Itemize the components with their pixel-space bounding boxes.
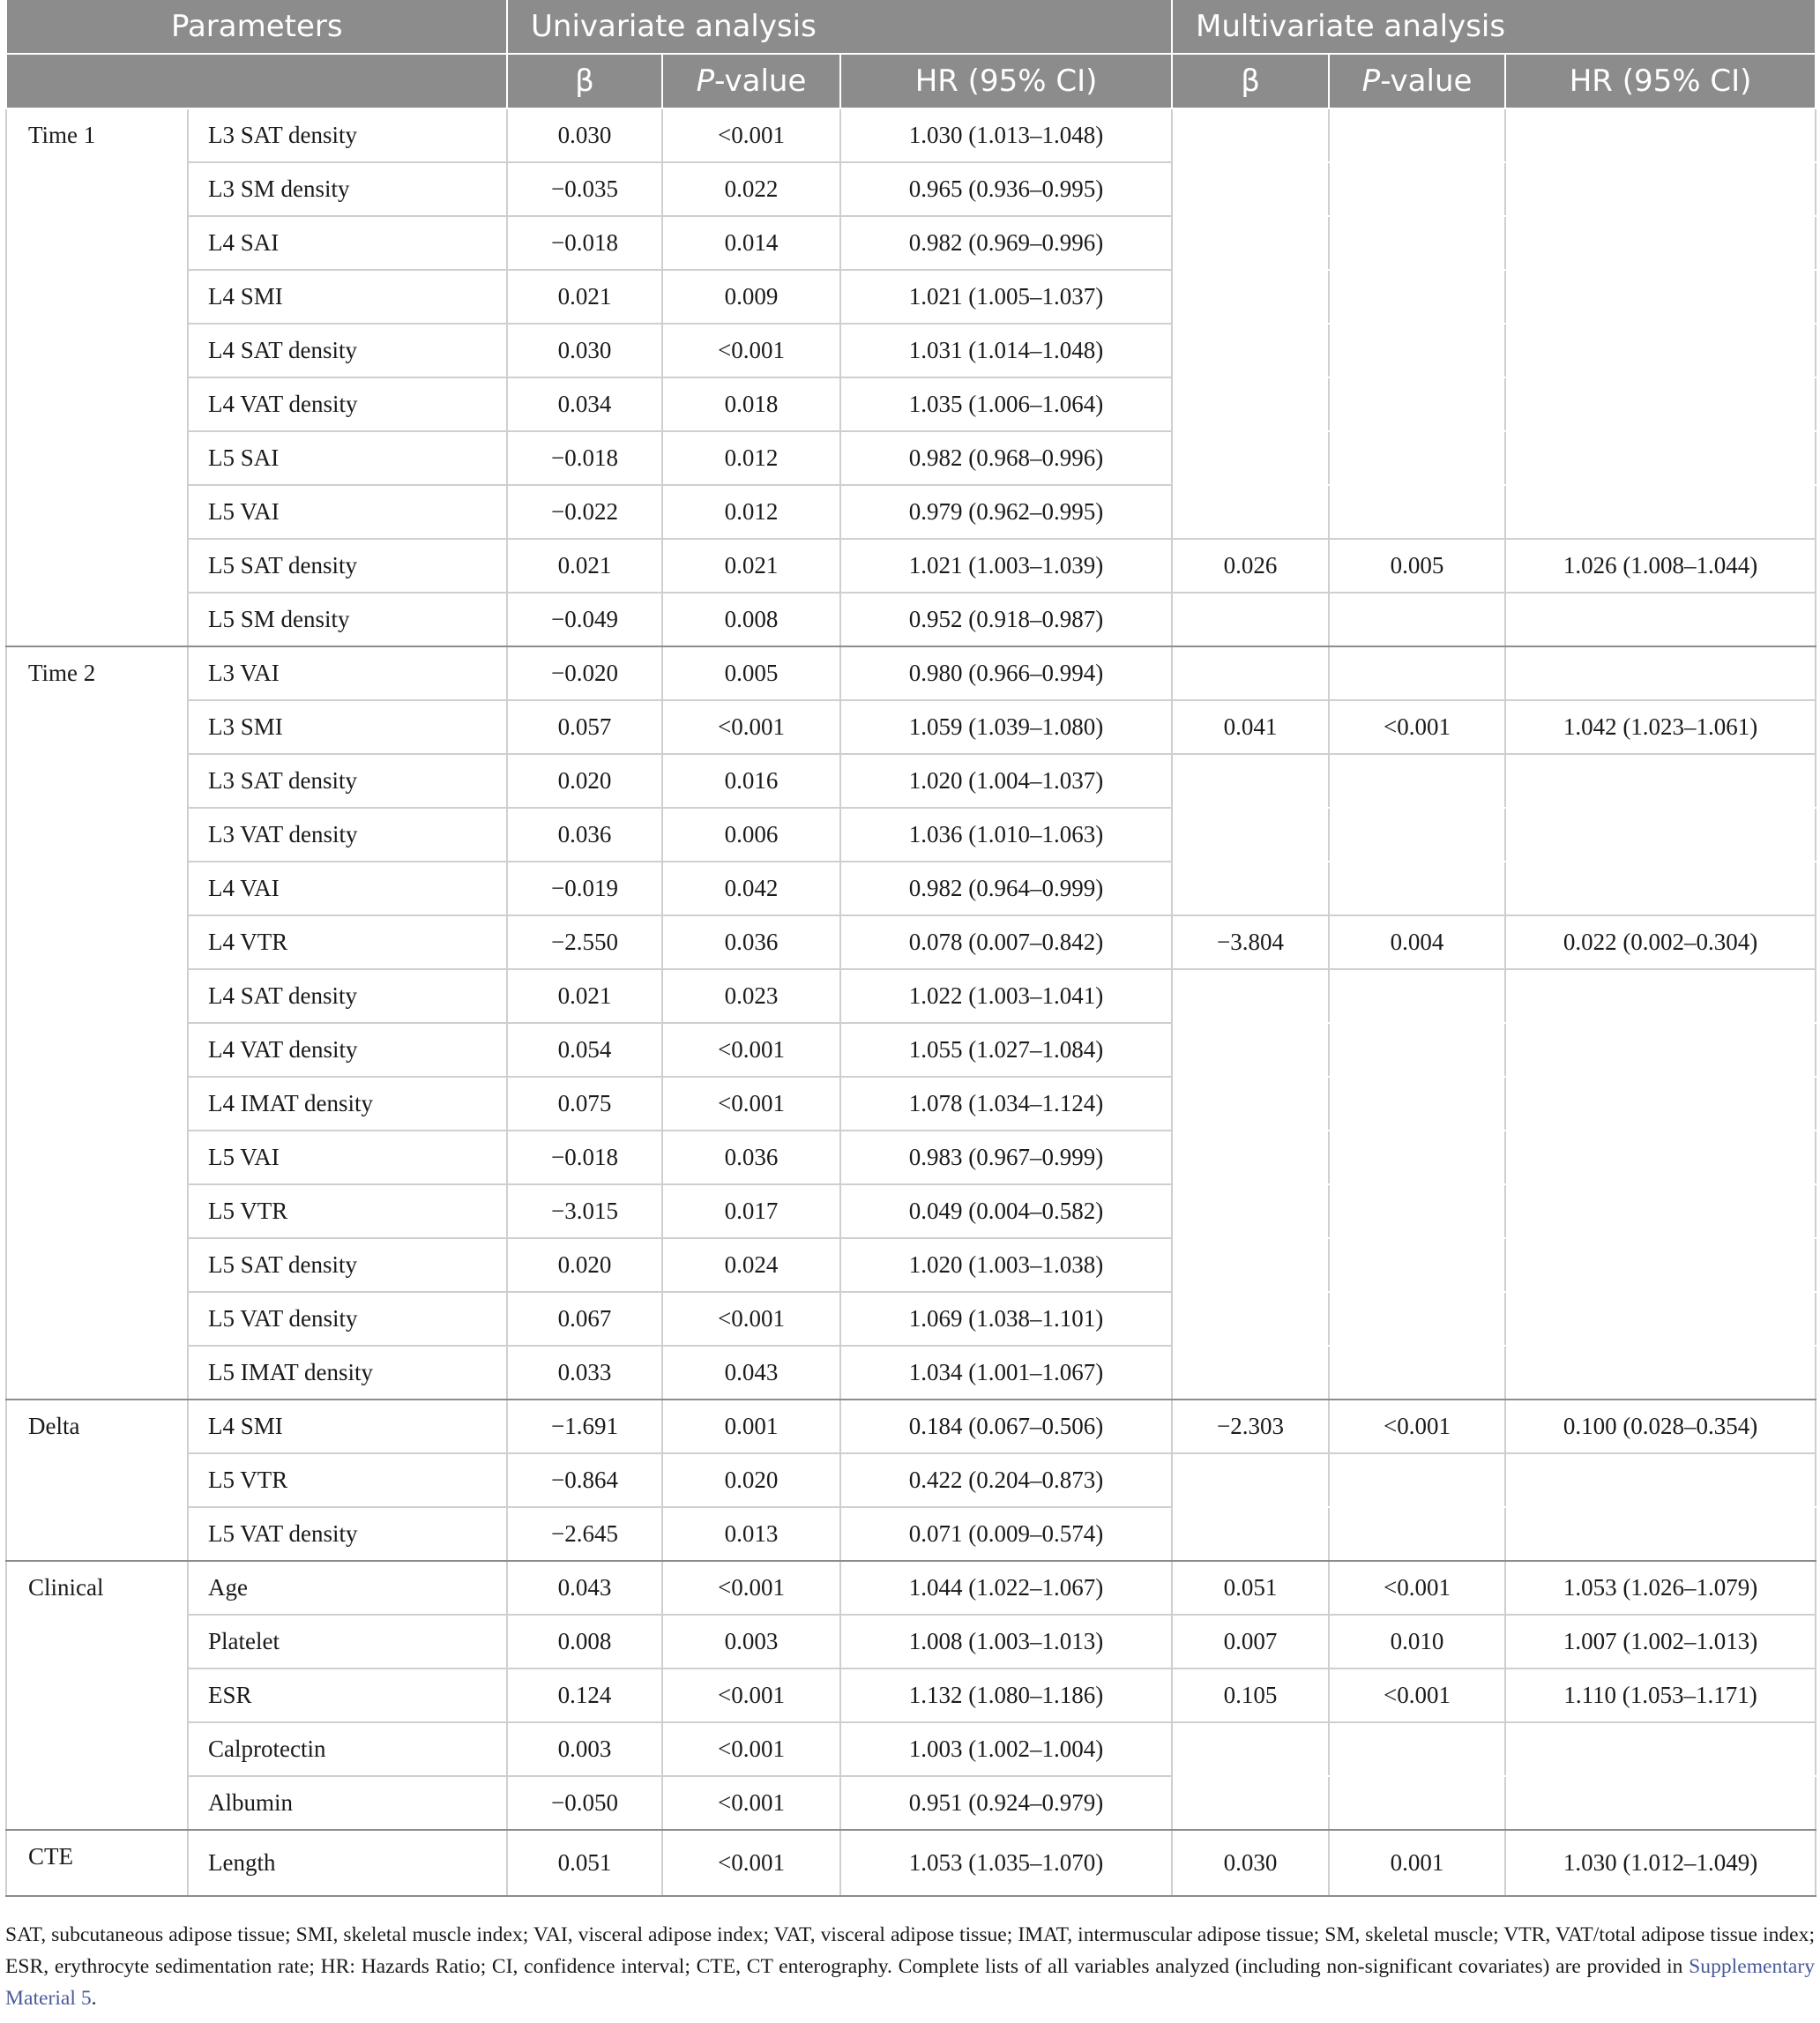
- header-univariate-beta: β: [507, 54, 662, 108]
- parameter-cell: L4 VAI: [188, 862, 507, 915]
- group-label: Time 2: [6, 646, 188, 1400]
- header-univariate: Univariate analysis: [507, 0, 1172, 54]
- parameter-cell: L3 SAT density: [188, 108, 507, 162]
- parameter-cell: L5 VAT density: [188, 1292, 507, 1346]
- m-p-cell: [1329, 1023, 1505, 1077]
- m-p-cell: [1329, 1238, 1505, 1292]
- m-beta-cell: [1172, 1077, 1329, 1131]
- m-p-cell: [1329, 270, 1505, 324]
- m-hr-cell: [1505, 485, 1816, 539]
- u-beta-cell: 0.003: [507, 1722, 662, 1776]
- u-p-cell: <0.001: [662, 1830, 840, 1896]
- m-p-cell: 0.010: [1329, 1615, 1505, 1668]
- u-beta-cell: 0.020: [507, 1238, 662, 1292]
- u-hr-cell: 0.982 (0.969–0.996): [840, 216, 1172, 270]
- u-p-cell: 0.023: [662, 969, 840, 1023]
- table-row: [6, 593, 1816, 646]
- table-row: [6, 754, 1816, 808]
- u-hr-cell: 0.980 (0.966–0.994): [840, 646, 1172, 700]
- u-beta-cell: 0.030: [507, 324, 662, 377]
- header-row-2: [6, 54, 1816, 108]
- table-row: [6, 915, 1816, 969]
- m-beta-cell: 0.007: [1172, 1615, 1329, 1668]
- u-hr-cell: 0.071 (0.009–0.574): [840, 1507, 1172, 1561]
- table-row: [6, 1292, 1816, 1346]
- parameter-cell: Length: [188, 1830, 507, 1896]
- u-p-cell: 0.021: [662, 539, 840, 593]
- table-row: [6, 646, 1816, 700]
- u-p-cell: <0.001: [662, 1722, 840, 1776]
- u-beta-cell: 0.008: [507, 1615, 662, 1668]
- m-beta-cell: [1172, 162, 1329, 216]
- header-multivariate-hr: HR (95% CI): [1505, 54, 1816, 108]
- m-p-cell: [1329, 1077, 1505, 1131]
- m-hr-cell: [1505, 1346, 1816, 1400]
- m-hr-cell: 0.100 (0.028–0.354): [1505, 1400, 1816, 1453]
- u-hr-cell: 1.044 (1.022–1.067): [840, 1561, 1172, 1615]
- m-beta-cell: [1172, 108, 1329, 162]
- u-beta-cell: −0.020: [507, 646, 662, 700]
- u-hr-cell: 1.020 (1.004–1.037): [840, 754, 1172, 808]
- m-beta-cell: 0.105: [1172, 1668, 1329, 1722]
- table-row: [6, 1346, 1816, 1400]
- u-hr-cell: 0.078 (0.007–0.842): [840, 915, 1172, 969]
- table-row: [6, 1776, 1816, 1830]
- u-hr-cell: 0.952 (0.918–0.987): [840, 593, 1172, 646]
- m-p-cell: [1329, 1453, 1505, 1507]
- header-p-italic: P: [1361, 63, 1381, 99]
- u-beta-cell: −2.550: [507, 915, 662, 969]
- table-row: [6, 862, 1816, 915]
- u-p-cell: 0.008: [662, 593, 840, 646]
- m-beta-cell: [1172, 862, 1329, 915]
- table-row: [6, 1400, 1816, 1453]
- m-hr-cell: [1505, 324, 1816, 377]
- m-beta-cell: [1172, 485, 1329, 539]
- u-beta-cell: 0.030: [507, 108, 662, 162]
- m-p-cell: <0.001: [1329, 1400, 1505, 1453]
- m-p-cell: [1329, 646, 1505, 700]
- m-hr-cell: [1505, 593, 1816, 646]
- u-beta-cell: −2.645: [507, 1507, 662, 1561]
- u-hr-cell: 1.055 (1.027–1.084): [840, 1023, 1172, 1077]
- u-p-cell: <0.001: [662, 1023, 840, 1077]
- parameter-cell: L3 VAT density: [188, 808, 507, 862]
- u-beta-cell: −0.864: [507, 1453, 662, 1507]
- table-row: [6, 1561, 1816, 1615]
- parameter-cell: L3 SAT density: [188, 754, 507, 808]
- table-row: [6, 1238, 1816, 1292]
- m-hr-cell: [1505, 1507, 1816, 1561]
- m-p-cell: <0.001: [1329, 1561, 1505, 1615]
- m-beta-cell: [1172, 377, 1329, 431]
- table-header: [6, 0, 1816, 108]
- parameter-cell: L4 IMAT density: [188, 1077, 507, 1131]
- m-beta-cell: [1172, 1238, 1329, 1292]
- u-beta-cell: 0.021: [507, 270, 662, 324]
- parameter-cell: L5 SM density: [188, 593, 507, 646]
- u-p-cell: 0.012: [662, 431, 840, 485]
- u-p-cell: <0.001: [662, 1292, 840, 1346]
- header-p-rest: -value: [714, 63, 807, 99]
- m-hr-cell: 1.110 (1.053–1.171): [1505, 1668, 1816, 1722]
- u-p-cell: 0.014: [662, 216, 840, 270]
- m-beta-cell: 0.051: [1172, 1561, 1329, 1615]
- m-hr-cell: [1505, 969, 1816, 1023]
- table-row: [6, 1131, 1816, 1184]
- m-beta-cell: 0.026: [1172, 539, 1329, 593]
- m-hr-cell: [1505, 108, 1816, 162]
- parameter-cell: L5 VTR: [188, 1184, 507, 1238]
- parameter-cell: L4 VAT density: [188, 377, 507, 431]
- table-row: [6, 1668, 1816, 1722]
- u-beta-cell: 0.033: [507, 1346, 662, 1400]
- u-beta-cell: −0.018: [507, 1131, 662, 1184]
- u-p-cell: 0.013: [662, 1507, 840, 1561]
- u-p-cell: 0.043: [662, 1346, 840, 1400]
- m-hr-cell: 1.053 (1.026–1.079): [1505, 1561, 1816, 1615]
- parameter-cell: L5 SAI: [188, 431, 507, 485]
- u-hr-cell: 1.008 (1.003–1.013): [840, 1615, 1172, 1668]
- table-row: [6, 1077, 1816, 1131]
- u-hr-cell: 1.021 (1.005–1.037): [840, 270, 1172, 324]
- header-p-rest: -value: [1380, 63, 1473, 99]
- m-hr-cell: [1505, 377, 1816, 431]
- header-multivariate: Multivariate analysis: [1172, 0, 1816, 54]
- m-beta-cell: [1172, 1184, 1329, 1238]
- u-beta-cell: −0.022: [507, 485, 662, 539]
- u-hr-cell: 1.059 (1.039–1.080): [840, 700, 1172, 754]
- m-p-cell: [1329, 1184, 1505, 1238]
- m-beta-cell: [1172, 270, 1329, 324]
- footnote-text: SAT, subcutaneous adipose tissue; SMI, skeletal muscle index; VAI, visceral adipose index; VAT, visceral adipose tissue; IMAT, intermuscular adipose tissue; SM, skeletal muscle; VTR, VAT/total adipose tissue index; ESR, erythrocyte sedimentation rate; HR: Hazards Ratio; CI, confidence interval; CTE, CT enterography. Complete lists of all variables analyzed (including non-significant covariates) are provided in: [5, 1923, 1815, 1978]
- header-univariate-p: [662, 54, 840, 108]
- parameter-cell: L3 VAI: [188, 646, 507, 700]
- u-beta-cell: 0.043: [507, 1561, 662, 1615]
- parameter-cell: L5 VAT density: [188, 1507, 507, 1561]
- u-p-cell: <0.001: [662, 1776, 840, 1830]
- m-beta-cell: [1172, 754, 1329, 808]
- m-hr-cell: [1505, 1722, 1816, 1776]
- m-beta-cell: [1172, 646, 1329, 700]
- m-hr-cell: [1505, 1184, 1816, 1238]
- u-hr-cell: 1.020 (1.003–1.038): [840, 1238, 1172, 1292]
- m-p-cell: [1329, 324, 1505, 377]
- table-row: [6, 485, 1816, 539]
- u-beta-cell: −0.050: [507, 1776, 662, 1830]
- m-p-cell: 0.005: [1329, 539, 1505, 593]
- u-beta-cell: −0.019: [507, 862, 662, 915]
- u-p-cell: <0.001: [662, 1561, 840, 1615]
- parameter-cell: L5 SAT density: [188, 539, 507, 593]
- u-hr-cell: 1.030 (1.013–1.048): [840, 108, 1172, 162]
- u-beta-cell: −3.015: [507, 1184, 662, 1238]
- parameter-cell: Age: [188, 1561, 507, 1615]
- m-hr-cell: [1505, 1238, 1816, 1292]
- parameter-cell: L4 SAT density: [188, 969, 507, 1023]
- u-beta-cell: −0.035: [507, 162, 662, 216]
- table-row: [6, 1184, 1816, 1238]
- parameter-cell: L4 SAI: [188, 216, 507, 270]
- table-row: [6, 324, 1816, 377]
- u-hr-cell: 0.422 (0.204–0.873): [840, 1453, 1172, 1507]
- table-row: [6, 377, 1816, 431]
- parameter-cell: Calprotectin: [188, 1722, 507, 1776]
- m-beta-cell: [1172, 1776, 1329, 1830]
- u-hr-cell: 1.053 (1.035–1.070): [840, 1830, 1172, 1896]
- u-beta-cell: 0.124: [507, 1668, 662, 1722]
- group-label: CTE: [6, 1830, 188, 1896]
- u-hr-cell: 0.951 (0.924–0.979): [840, 1776, 1172, 1830]
- table-row: [6, 1722, 1816, 1776]
- regression-table: [5, 0, 1816, 1897]
- u-beta-cell: 0.051: [507, 1830, 662, 1896]
- u-p-cell: 0.018: [662, 377, 840, 431]
- table-row: [6, 969, 1816, 1023]
- table-row: [6, 1507, 1816, 1561]
- m-p-cell: [1329, 1507, 1505, 1561]
- parameter-cell: L4 SMI: [188, 270, 507, 324]
- u-beta-cell: 0.020: [507, 754, 662, 808]
- m-p-cell: [1329, 377, 1505, 431]
- u-p-cell: 0.003: [662, 1615, 840, 1668]
- u-beta-cell: −0.049: [507, 593, 662, 646]
- u-beta-cell: 0.075: [507, 1077, 662, 1131]
- parameter-cell: Platelet: [188, 1615, 507, 1668]
- m-beta-cell: [1172, 808, 1329, 862]
- m-beta-cell: [1172, 1346, 1329, 1400]
- u-p-cell: 0.006: [662, 808, 840, 862]
- m-beta-cell: [1172, 1453, 1329, 1507]
- table-row: [6, 539, 1816, 593]
- u-beta-cell: −0.018: [507, 216, 662, 270]
- m-hr-cell: [1505, 646, 1816, 700]
- m-p-cell: [1329, 1776, 1505, 1830]
- m-beta-cell: [1172, 969, 1329, 1023]
- m-p-cell: [1329, 754, 1505, 808]
- u-hr-cell: 1.069 (1.038–1.101): [840, 1292, 1172, 1346]
- m-beta-cell: [1172, 1507, 1329, 1561]
- m-p-cell: [1329, 593, 1505, 646]
- u-beta-cell: 0.036: [507, 808, 662, 862]
- table-row: [6, 162, 1816, 216]
- u-hr-cell: 1.034 (1.001–1.067): [840, 1346, 1172, 1400]
- header-p-italic: P: [696, 63, 715, 99]
- u-beta-cell: 0.034: [507, 377, 662, 431]
- m-hr-cell: [1505, 1776, 1816, 1830]
- table-row: [6, 216, 1816, 270]
- u-hr-cell: 1.078 (1.034–1.124): [840, 1077, 1172, 1131]
- header-multivariate-beta: β: [1172, 54, 1329, 108]
- m-p-cell: [1329, 108, 1505, 162]
- u-p-cell: <0.001: [662, 324, 840, 377]
- u-hr-cell: 0.979 (0.962–0.995): [840, 485, 1172, 539]
- m-hr-cell: [1505, 862, 1816, 915]
- header-row-1: [6, 0, 1816, 54]
- table-row: [6, 1830, 1816, 1896]
- parameter-cell: L5 IMAT density: [188, 1346, 507, 1400]
- parameter-cell: ESR: [188, 1668, 507, 1722]
- u-hr-cell: 1.022 (1.003–1.041): [840, 969, 1172, 1023]
- supplementary-link[interactable]: Supplementary Material 5: [5, 1955, 1815, 2010]
- u-beta-cell: 0.067: [507, 1292, 662, 1346]
- m-beta-cell: 0.030: [1172, 1830, 1329, 1896]
- m-hr-cell: [1505, 1453, 1816, 1507]
- u-p-cell: <0.001: [662, 700, 840, 754]
- u-p-cell: 0.036: [662, 1131, 840, 1184]
- u-hr-cell: 1.132 (1.080–1.186): [840, 1668, 1172, 1722]
- m-p-cell: [1329, 162, 1505, 216]
- parameter-cell: L5 VAI: [188, 485, 507, 539]
- u-hr-cell: 0.049 (0.004–0.582): [840, 1184, 1172, 1238]
- m-beta-cell: 0.041: [1172, 700, 1329, 754]
- u-p-cell: <0.001: [662, 1077, 840, 1131]
- group-label: Time 1: [6, 108, 188, 646]
- u-hr-cell: 0.184 (0.067–0.506): [840, 1400, 1172, 1453]
- m-hr-cell: [1505, 1077, 1816, 1131]
- m-p-cell: [1329, 1131, 1505, 1184]
- u-hr-cell: 0.965 (0.936–0.995): [840, 162, 1172, 216]
- m-p-cell: [1329, 1292, 1505, 1346]
- u-beta-cell: 0.057: [507, 700, 662, 754]
- m-beta-cell: [1172, 593, 1329, 646]
- u-hr-cell: 0.982 (0.964–0.999): [840, 862, 1172, 915]
- footnote-end: .: [91, 1987, 97, 2010]
- u-p-cell: 0.005: [662, 646, 840, 700]
- table-row: [6, 1453, 1816, 1507]
- parameter-cell: L4 SMI: [188, 1400, 507, 1453]
- m-p-cell: [1329, 1722, 1505, 1776]
- u-p-cell: <0.001: [662, 1668, 840, 1722]
- u-hr-cell: 1.021 (1.003–1.039): [840, 539, 1172, 593]
- m-p-cell: [1329, 969, 1505, 1023]
- m-hr-cell: [1505, 270, 1816, 324]
- u-beta-cell: 0.021: [507, 539, 662, 593]
- m-hr-cell: [1505, 1023, 1816, 1077]
- m-hr-cell: [1505, 216, 1816, 270]
- u-p-cell: 0.020: [662, 1453, 840, 1507]
- m-beta-cell: [1172, 216, 1329, 270]
- header-univariate-hr: HR (95% CI): [840, 54, 1172, 108]
- parameter-cell: L5 VAI: [188, 1131, 507, 1184]
- table-row: [6, 431, 1816, 485]
- m-p-cell: 0.001: [1329, 1830, 1505, 1896]
- table-row: [6, 1615, 1816, 1668]
- u-p-cell: 0.001: [662, 1400, 840, 1453]
- m-beta-cell: [1172, 1722, 1329, 1776]
- m-p-cell: [1329, 1346, 1505, 1400]
- header-blank: [6, 54, 507, 108]
- m-p-cell: [1329, 862, 1505, 915]
- m-hr-cell: [1505, 754, 1816, 808]
- m-beta-cell: [1172, 1023, 1329, 1077]
- results-table-container: [5, 0, 1815, 1897]
- parameter-cell: L5 VTR: [188, 1453, 507, 1507]
- parameter-cell: L3 SMI: [188, 700, 507, 754]
- u-beta-cell: −1.691: [507, 1400, 662, 1453]
- m-p-cell: [1329, 216, 1505, 270]
- m-hr-cell: [1505, 431, 1816, 485]
- u-p-cell: 0.016: [662, 754, 840, 808]
- m-beta-cell: −3.804: [1172, 915, 1329, 969]
- u-p-cell: 0.036: [662, 915, 840, 969]
- u-p-cell: 0.024: [662, 1238, 840, 1292]
- header-parameters: Parameters: [6, 0, 507, 54]
- m-p-cell: <0.001: [1329, 1668, 1505, 1722]
- table-footnote: [5, 1919, 1815, 2014]
- m-hr-cell: 1.030 (1.012–1.049): [1505, 1830, 1816, 1896]
- m-beta-cell: −2.303: [1172, 1400, 1329, 1453]
- parameter-cell: Albumin: [188, 1776, 507, 1830]
- m-hr-cell: [1505, 1292, 1816, 1346]
- m-hr-cell: [1505, 162, 1816, 216]
- m-beta-cell: [1172, 324, 1329, 377]
- u-hr-cell: 0.982 (0.968–0.996): [840, 431, 1172, 485]
- table-row: [6, 808, 1816, 862]
- parameter-cell: L4 SAT density: [188, 324, 507, 377]
- m-hr-cell: 1.026 (1.008–1.044): [1505, 539, 1816, 593]
- table-body: [6, 108, 1816, 1896]
- m-p-cell: [1329, 808, 1505, 862]
- m-beta-cell: [1172, 1131, 1329, 1184]
- u-hr-cell: 1.035 (1.006–1.064): [840, 377, 1172, 431]
- u-beta-cell: −0.018: [507, 431, 662, 485]
- parameter-cell: L5 SAT density: [188, 1238, 507, 1292]
- m-p-cell: <0.001: [1329, 700, 1505, 754]
- group-label: Delta: [6, 1400, 188, 1561]
- m-p-cell: [1329, 485, 1505, 539]
- u-p-cell: 0.009: [662, 270, 840, 324]
- m-beta-cell: [1172, 1292, 1329, 1346]
- m-p-cell: [1329, 431, 1505, 485]
- table-row: [6, 108, 1816, 162]
- u-hr-cell: 1.003 (1.002–1.004): [840, 1722, 1172, 1776]
- table-row: [6, 700, 1816, 754]
- u-p-cell: 0.022: [662, 162, 840, 216]
- parameter-cell: L3 SM density: [188, 162, 507, 216]
- u-p-cell: 0.017: [662, 1184, 840, 1238]
- u-beta-cell: 0.021: [507, 969, 662, 1023]
- table-row: [6, 1023, 1816, 1077]
- header-multivariate-p: [1329, 54, 1505, 108]
- group-label: Clinical: [6, 1561, 188, 1830]
- u-p-cell: 0.042: [662, 862, 840, 915]
- m-hr-cell: [1505, 808, 1816, 862]
- m-hr-cell: [1505, 1131, 1816, 1184]
- parameter-cell: L4 VTR: [188, 915, 507, 969]
- m-hr-cell: 1.007 (1.002–1.013): [1505, 1615, 1816, 1668]
- u-hr-cell: 1.031 (1.014–1.048): [840, 324, 1172, 377]
- m-hr-cell: 1.042 (1.023–1.061): [1505, 700, 1816, 754]
- u-hr-cell: 1.036 (1.010–1.063): [840, 808, 1172, 862]
- m-hr-cell: 0.022 (0.002–0.304): [1505, 915, 1816, 969]
- m-beta-cell: [1172, 431, 1329, 485]
- u-p-cell: <0.001: [662, 108, 840, 162]
- u-p-cell: 0.012: [662, 485, 840, 539]
- parameter-cell: L4 VAT density: [188, 1023, 507, 1077]
- u-hr-cell: 0.983 (0.967–0.999): [840, 1131, 1172, 1184]
- m-p-cell: 0.004: [1329, 915, 1505, 969]
- table-row: [6, 270, 1816, 324]
- u-beta-cell: 0.054: [507, 1023, 662, 1077]
